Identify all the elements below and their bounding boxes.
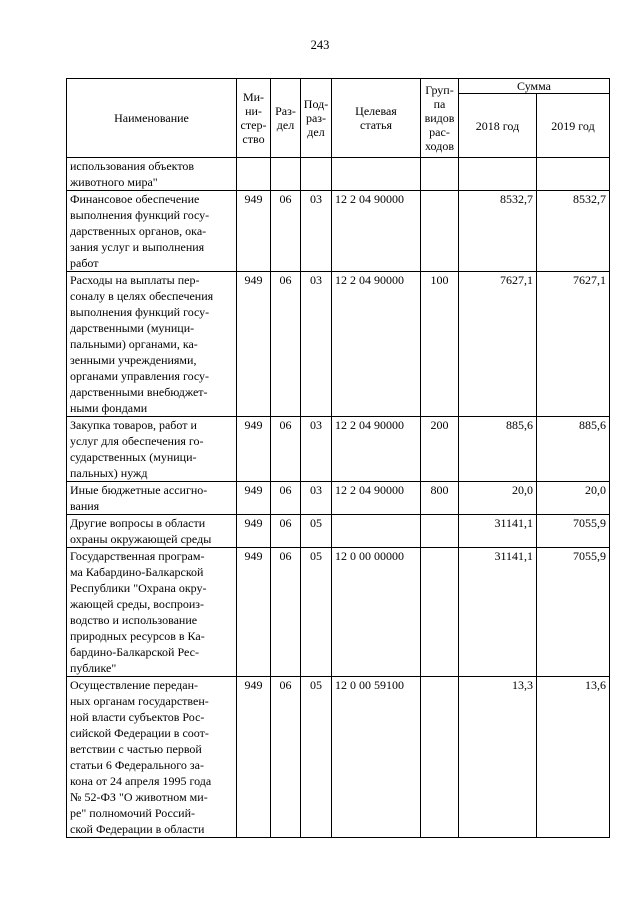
row-ministry: 949	[237, 677, 271, 838]
table-row	[67, 677, 610, 838]
row-section: 06	[271, 191, 301, 272]
row-amount-2019: 20,0	[537, 482, 610, 515]
table-body	[67, 158, 610, 838]
table-row	[67, 515, 610, 548]
row-ministry: 949	[237, 548, 271, 677]
row-section: 06	[271, 272, 301, 417]
row-expense-group: 100	[421, 272, 459, 417]
row-target-article: 12 0 00 59100	[332, 677, 421, 838]
table-row	[67, 548, 610, 677]
page-number: 243	[310, 38, 330, 52]
row-subsection: 03	[301, 482, 332, 515]
row-name: Расходы на выплаты пер- соналу в целях обеспечения выполнения функций госу- дарственными (муници- пальными) органами, ка- зенными учреждениями, органами управления госу- дарственными внебюджет- ными фондами	[67, 272, 237, 417]
row-amount-2018	[459, 158, 537, 191]
row-amount-2018: 31141,1	[459, 515, 537, 548]
table-row	[67, 417, 610, 482]
row-name: Финансовое обеспечение выполнения функций госу- дарственных органов, ока- зания услуг и выполнения работ	[67, 191, 237, 272]
header-sum: Сумма	[459, 79, 610, 94]
row-target-article	[332, 515, 421, 548]
row-amount-2019: 7627,1	[537, 272, 610, 417]
row-name: Закупка товаров, работ и услуг для обеспечения го- сударственных (муници- пальных) нужд	[67, 417, 237, 482]
header-name: Наименование	[67, 79, 237, 158]
row-ministry: 949	[237, 272, 271, 417]
header-target: Целевая статья	[332, 79, 421, 158]
header-section: Раз- дел	[271, 79, 301, 158]
budget-table	[66, 78, 610, 838]
row-section: 06	[271, 515, 301, 548]
row-subsection	[301, 158, 332, 191]
row-amount-2019: 885,6	[537, 417, 610, 482]
row-target-article: 12 2 04 90000	[332, 191, 421, 272]
row-amount-2018: 13,3	[459, 677, 537, 838]
row-amount-2019: 8532,7	[537, 191, 610, 272]
row-amount-2019: 7055,9	[537, 515, 610, 548]
row-subsection: 05	[301, 677, 332, 838]
row-name: Другие вопросы в области охраны окружающей среды	[67, 515, 237, 548]
table-row	[67, 272, 610, 417]
table-row	[67, 482, 610, 515]
table-row	[67, 191, 610, 272]
row-ministry	[237, 158, 271, 191]
row-target-article	[332, 158, 421, 191]
row-subsection: 03	[301, 272, 332, 417]
row-ministry: 949	[237, 482, 271, 515]
row-section	[271, 158, 301, 191]
row-expense-group	[421, 677, 459, 838]
row-expense-group: 800	[421, 482, 459, 515]
row-target-article: 12 2 04 90000	[332, 417, 421, 482]
row-target-article: 12 2 04 90000	[332, 482, 421, 515]
row-amount-2018: 7627,1	[459, 272, 537, 417]
header-ministry: Ми- ни- стер- ство	[237, 79, 271, 158]
table-row	[67, 158, 610, 191]
row-target-article: 12 2 04 90000	[332, 272, 421, 417]
row-subsection: 03	[301, 417, 332, 482]
row-amount-2018: 31141,1	[459, 548, 537, 677]
table-header	[67, 79, 610, 158]
row-amount-2018: 885,6	[459, 417, 537, 482]
row-expense-group	[421, 191, 459, 272]
row-name: Иные бюджетные ассигно- вания	[67, 482, 237, 515]
row-amount-2019: 13,6	[537, 677, 610, 838]
header-year-2019: 2019 год	[537, 94, 610, 158]
row-subsection: 05	[301, 515, 332, 548]
row-name: Государственная програм- ма Кабардино-Балкарской Республики "Охрана окру- жающей среды, воспроиз- водство и использование природных ресурсов в Ка- бардино-Балкарской Рес- публике"	[67, 548, 237, 677]
row-section: 06	[271, 417, 301, 482]
row-expense-group	[421, 158, 459, 191]
header-subsection: Под- раз- дел	[301, 79, 332, 158]
row-subsection: 03	[301, 191, 332, 272]
row-section: 06	[271, 482, 301, 515]
row-amount-2018: 8532,7	[459, 191, 537, 272]
row-name: использования объектов животного мира"	[67, 158, 237, 191]
row-section: 06	[271, 548, 301, 677]
header-expense-group: Груп- па видов рас- ходов	[421, 79, 459, 158]
row-subsection: 05	[301, 548, 332, 677]
row-section: 06	[271, 677, 301, 838]
row-amount-2018: 20,0	[459, 482, 537, 515]
row-ministry: 949	[237, 515, 271, 548]
row-expense-group	[421, 548, 459, 677]
row-name: Осуществление передан- ных органам государствен- ной власти субъектов Рос- сийской Федерации в соот- ветствии с частью первой статьи 6 Федерального за- кона от 24 апреля 1995 года № 52-ФЗ "О животном ми- ре" полномочий Россий- ской Федерации в области	[67, 677, 237, 838]
row-ministry: 949	[237, 191, 271, 272]
header-year-2018: 2018 год	[459, 94, 537, 158]
row-expense-group	[421, 515, 459, 548]
row-amount-2019: 7055,9	[537, 548, 610, 677]
row-ministry: 949	[237, 417, 271, 482]
row-target-article: 12 0 00 00000	[332, 548, 421, 677]
row-expense-group: 200	[421, 417, 459, 482]
row-amount-2019	[537, 158, 610, 191]
